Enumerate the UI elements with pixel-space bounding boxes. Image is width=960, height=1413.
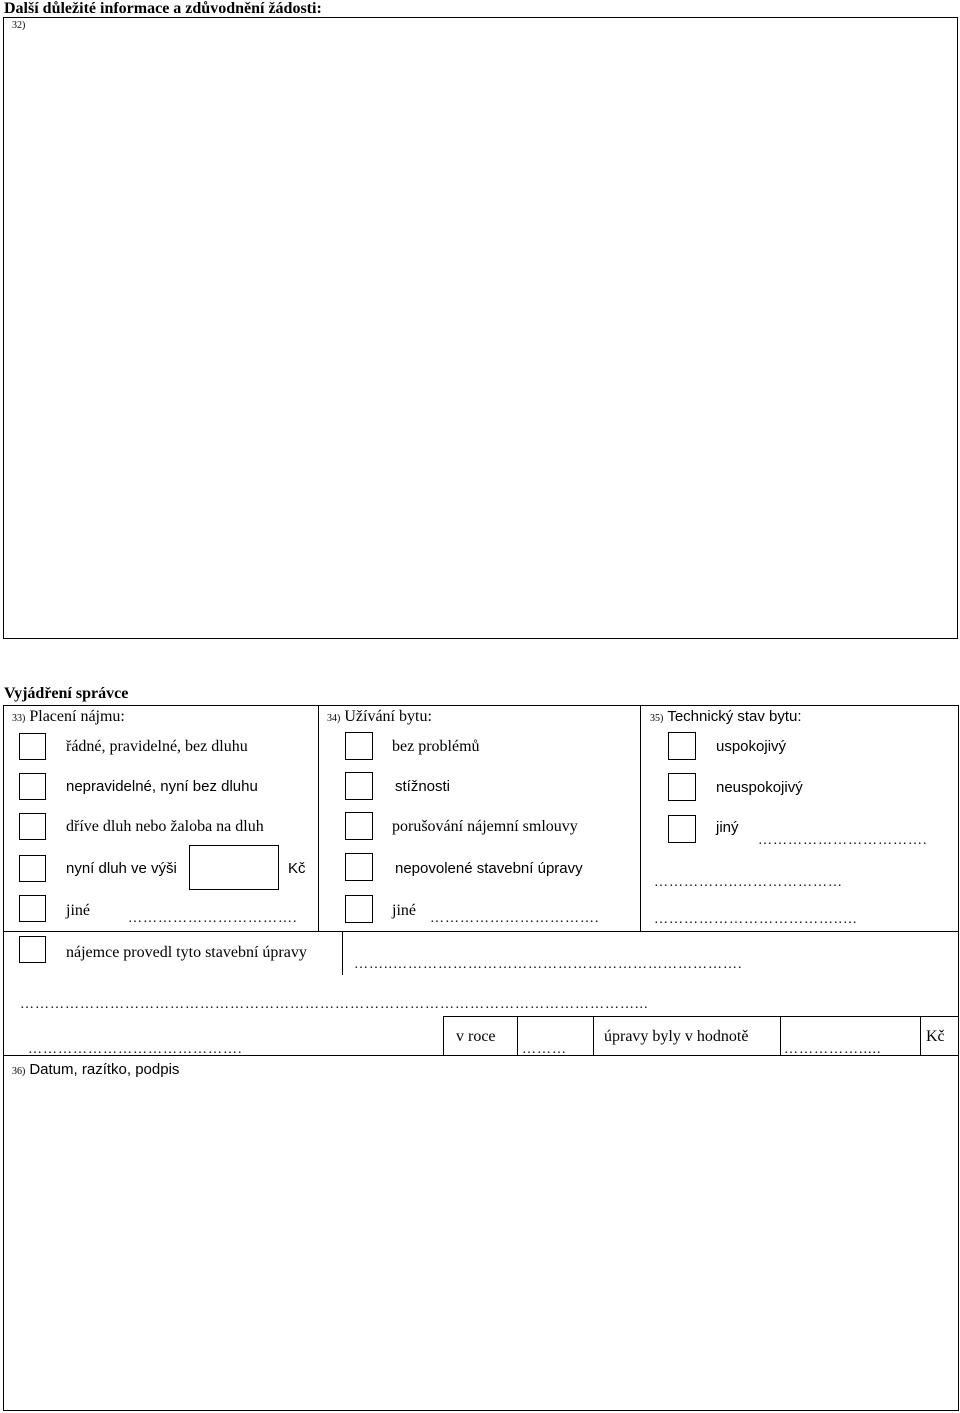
checkbox-uzivani-bez-problemu[interactable] (345, 732, 373, 760)
placeni-option-radne: řádné, pravidelné, bez dluhu (66, 738, 248, 755)
technicky-dots-3[interactable]: ………………………………..… (654, 913, 858, 927)
uzivani-label: Užívání bytu: (344, 708, 432, 725)
placeni-option-jine: jiné (66, 902, 90, 919)
placeni-label: Placení nájmu: (29, 708, 125, 725)
section-32-title: Další důležité informace a zdůvodnění žádosti: (4, 0, 322, 17)
value-row-divider-2 (517, 1016, 518, 1056)
checkbox-technicky-jiny[interactable] (668, 815, 696, 843)
item-number-33: 33) (12, 713, 26, 724)
placeni-heading (12, 708, 125, 728)
uzivani-option-nepovolene: nepovolené stavební úpravy (395, 860, 583, 877)
frame-bottom-line (3, 1410, 959, 1411)
checkbox-placeni-nepravidelne[interactable] (19, 773, 46, 800)
technicky-option-uspokojivy: uspokojivý (716, 738, 787, 755)
value-row-top-line (443, 1016, 959, 1017)
placeni-jine-dots[interactable]: ……………………………. (128, 912, 298, 926)
frame-left-line (3, 705, 4, 1108)
value-row-divider-4 (780, 1016, 781, 1056)
uzivani-option-jine: jiné (392, 902, 416, 919)
datum-label: Datum, razítko, podpis (29, 1061, 180, 1078)
checkbox-placeni-drive-dluh[interactable] (19, 813, 46, 840)
checkbox-uzivani-jine[interactable] (345, 895, 373, 923)
technicky-dots-2[interactable]: ……………..………………… (654, 876, 843, 890)
checkbox-placeni-radne[interactable] (19, 733, 46, 760)
value-row-divider-5 (920, 1016, 921, 1056)
checkbox-uzivani-porusovani[interactable] (345, 812, 373, 840)
hodnota-currency: Kč (926, 1028, 945, 1045)
placeni-option-drive-dluh: dříve dluh nebo žaloba na dluh (66, 818, 264, 835)
checkbox-stavebni-upravy[interactable] (19, 936, 46, 963)
frame-top-line (3, 705, 959, 706)
technicky-heading (650, 708, 802, 728)
checkbox-technicky-neuspokojivy[interactable] (668, 773, 696, 801)
reasons-textarea[interactable] (3, 17, 958, 639)
stavebni-divider (342, 931, 343, 975)
v-roce-label: v roce (456, 1028, 496, 1045)
placeni-option-nyni-dluh: nyní dluh ve výši (66, 860, 177, 877)
item-number-34: 34) (327, 713, 341, 724)
stavebni-dots-1[interactable]: ……..……………………………………………………………. (354, 958, 743, 972)
frame-right-line (958, 705, 959, 1108)
frame-divider-line (3, 931, 959, 932)
technicky-label: Technický stav bytu: (667, 708, 802, 725)
datum-heading (12, 1061, 179, 1081)
checkbox-uzivani-nepovolene[interactable] (345, 853, 373, 881)
checkbox-uzivani-stiznosti[interactable] (345, 772, 373, 800)
hodnota-dots[interactable]: ……………..... (784, 1043, 882, 1057)
stavebni-upravy-label: nájemce provedl tyto stavební úpravy (66, 944, 307, 961)
v-roce-dots[interactable]: ……… (522, 1043, 567, 1057)
spravce-section-title: Vyjádření správce (4, 685, 129, 702)
technicky-option-neuspokojivy: neuspokojivý (716, 779, 803, 796)
uzivani-option-bez-problemu: bez problémů (392, 738, 480, 755)
technicky-option-jiny: jiný (716, 819, 739, 836)
checkbox-technicky-uspokojivy[interactable] (668, 732, 696, 760)
placeni-currency: Kč (288, 860, 306, 877)
column-divider-1 (318, 705, 319, 931)
datum-right-line (958, 1055, 959, 1411)
item-number-32: 32) (12, 20, 26, 31)
signature-area[interactable] (5, 1085, 955, 1407)
uzivani-option-porusovani: porušování nájemní smlouvy (392, 818, 578, 835)
datum-left-line (3, 1055, 4, 1411)
stavebni-dots-2[interactable]: ……………………………………………………………………………………………………………... (20, 998, 649, 1012)
stavebni-dots-3[interactable]: ……………………………………. (28, 1043, 243, 1057)
checkbox-placeni-jine[interactable] (19, 895, 46, 922)
technicky-dots-1[interactable]: ……………………………. (758, 834, 928, 848)
item-number-35: 35) (650, 713, 664, 724)
debt-amount-field[interactable] (189, 845, 279, 890)
item-number-36: 36) (12, 1066, 26, 1077)
checkbox-placeni-nyni-dluh[interactable] (19, 855, 46, 882)
uzivani-option-stiznosti: stížnosti (395, 778, 451, 795)
column-divider-2 (640, 705, 641, 931)
uzivani-jine-dots[interactable]: ……………………………. (430, 912, 600, 926)
value-row-divider-3 (593, 1016, 594, 1056)
placeni-option-nepravidelne: nepravidelné, nyní bez dluhu (66, 778, 258, 795)
hodnota-label: úpravy byly v hodnotě (604, 1028, 749, 1045)
value-row-divider-1 (443, 1016, 444, 1056)
uzivani-heading (327, 708, 432, 728)
